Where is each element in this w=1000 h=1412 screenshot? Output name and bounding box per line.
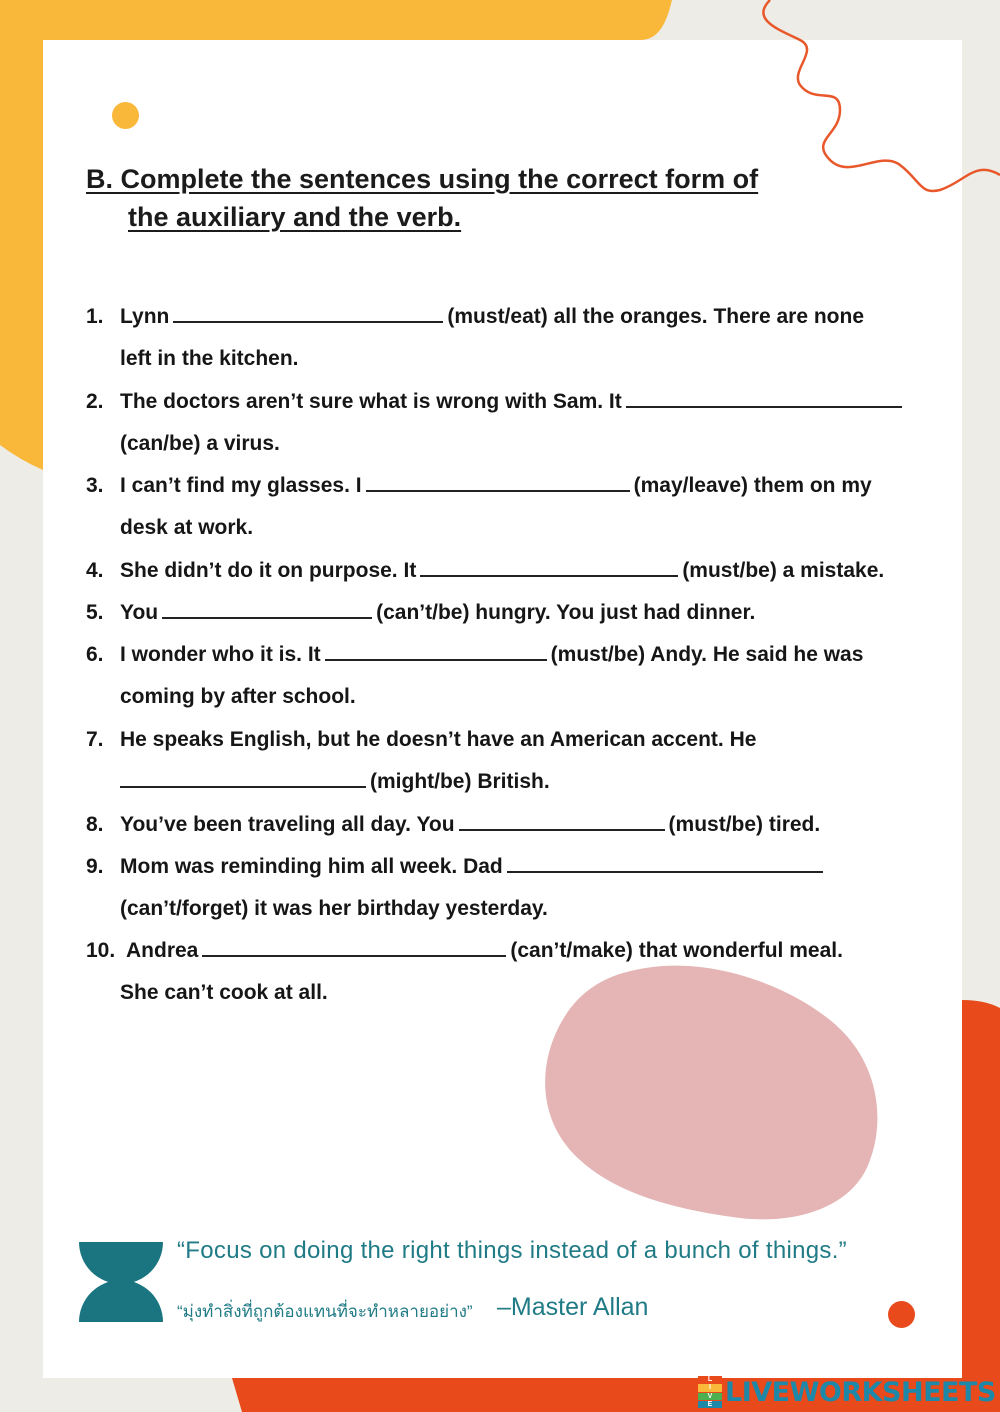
answer-blank-5[interactable] bbox=[162, 595, 372, 619]
orange-dot bbox=[888, 1301, 915, 1328]
liveworksheets-badge-icon: L I V E bbox=[698, 1376, 722, 1408]
answer-blank-2[interactable] bbox=[626, 384, 902, 408]
question-9: 9. Mom was reminding him all week. Dad (can’t/forget) it was her birthday yesterday. bbox=[86, 846, 966, 930]
question-4: 4. She didn’t do it on purpose. It (must/be) a mistake. bbox=[86, 550, 966, 592]
yellow-dot bbox=[112, 102, 139, 129]
question-2: 2. The doctors aren’t sure what is wrong with Sam. It (can/be) a virus. bbox=[86, 381, 966, 465]
title-line-1: B. Complete the sentences using the correct form of bbox=[86, 164, 759, 194]
question-8: 8. You’ve been traveling all day. You (must/be) tired. bbox=[86, 804, 966, 846]
answer-blank-3[interactable] bbox=[366, 468, 630, 492]
question-10: 10. Andrea (can’t/make) that wonderful meal. She can’t cook at all. bbox=[86, 930, 966, 1014]
question-7: 7. He speaks English, but he doesn’t have an American accent. He (might/be) British. bbox=[86, 728, 757, 793]
answer-blank-7[interactable] bbox=[120, 764, 366, 788]
answer-blank-9[interactable] bbox=[507, 849, 823, 873]
question-5: 5. You (can’t/be) hungry. You just had dinner. bbox=[86, 592, 966, 634]
title-line-2: the auxiliary and the verb. bbox=[128, 202, 462, 232]
liveworksheets-logo bbox=[698, 1376, 996, 1408]
exercise-title bbox=[86, 160, 906, 236]
quote-author: –Master Allan bbox=[497, 1293, 649, 1321]
liveworksheets-text: LIVEWORKSHEETS bbox=[725, 1376, 996, 1408]
answer-blank-1[interactable] bbox=[173, 299, 443, 323]
teal-shapes-icon bbox=[78, 1240, 164, 1326]
quote-thai: “มุ่งทำสิ่งที่ถูกต้องแทนที่จะทำหลายอย่าง” bbox=[177, 1302, 473, 1321]
question-6: 6. I wonder who it is. It (must/be) Andy. He said he was coming by after school. bbox=[86, 634, 966, 718]
quote-english: “Focus on doing the right things instead of a bunch of things.” bbox=[177, 1237, 847, 1264]
question-1: 1. Lynn (must/eat) all the oranges. There are none left in the kitchen. bbox=[86, 296, 966, 380]
answer-blank-6[interactable] bbox=[325, 637, 547, 661]
answer-blank-8[interactable] bbox=[459, 807, 665, 831]
answer-blank-10[interactable] bbox=[202, 933, 506, 957]
question-3: 3. I can’t find my glasses. I (may/leave) them on my desk at work. bbox=[86, 465, 966, 549]
answer-blank-4[interactable] bbox=[420, 553, 678, 577]
